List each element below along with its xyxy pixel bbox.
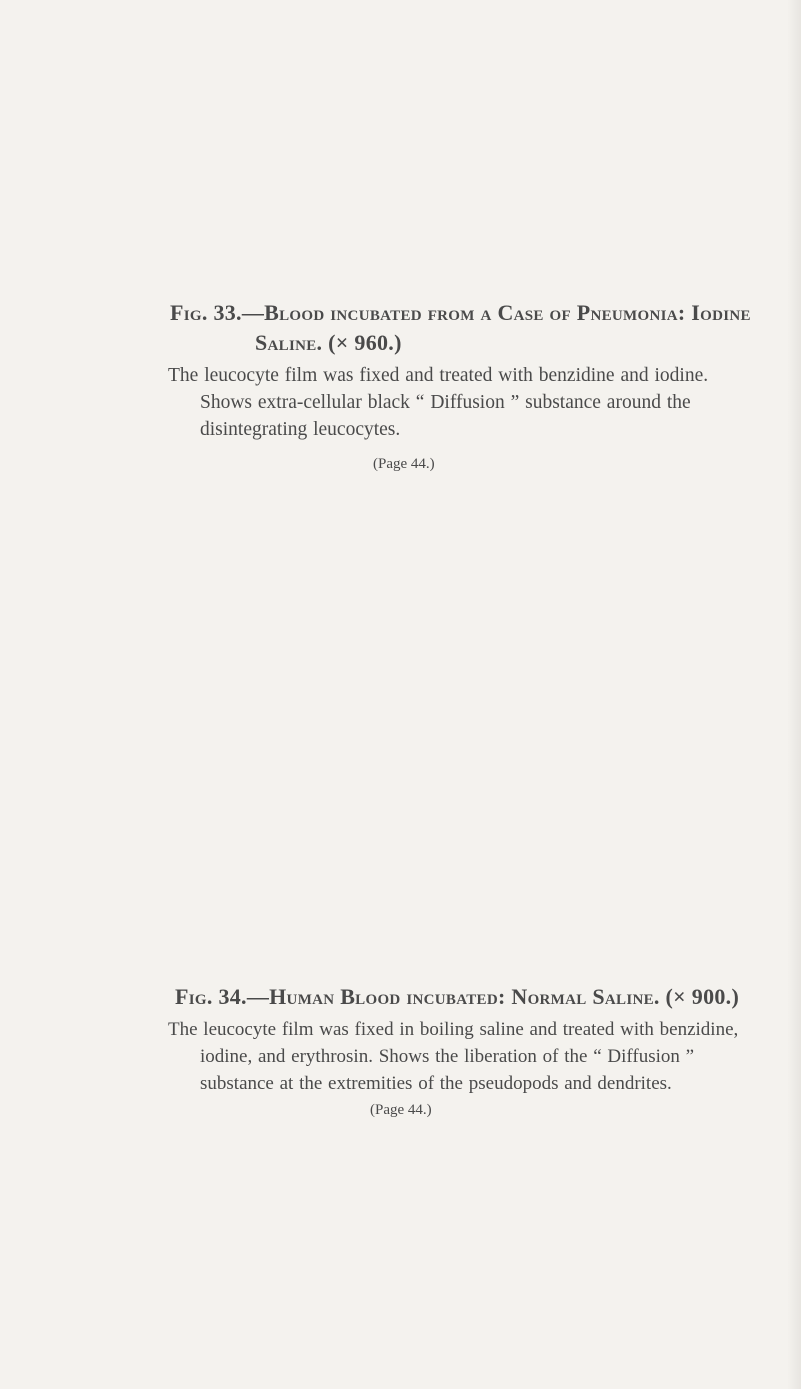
figure-33-description-line-3: disintegrating leucocytes. bbox=[200, 419, 401, 440]
figure-34-description-line-3: substance at the extremities of the pseudopods and dendrites. bbox=[200, 1073, 672, 1094]
figure-33-description bbox=[168, 362, 770, 443]
figure-33-caption bbox=[170, 298, 770, 475]
figure-33-description-line-2: Shows extra-cellular black “ Diffusion ” substance around the bbox=[200, 392, 691, 413]
figure-34-caption bbox=[170, 982, 770, 1121]
figure-34-description-line-1: The leucocyte film was fixed in boiling saline and treated with benzidine, bbox=[168, 1019, 739, 1040]
figure-33-title-line-2: Saline. (× 960.) bbox=[255, 330, 402, 355]
figure-34-title-line-1: Fig. 34.—Human Blood incubated: Normal Saline. (× 900.) bbox=[175, 984, 740, 1009]
figure-33-description-line-1: The leucocyte film was fixed and treated with benzidine and iodine. bbox=[168, 365, 709, 386]
figure-33-title bbox=[170, 298, 770, 358]
figure-34-description bbox=[168, 1016, 770, 1097]
figure-33-title-line-1: Fig. 33.—Blood incubated from a Case of Pneumonia: Iodine bbox=[170, 300, 751, 325]
figure-34-description-line-2: iodine, and erythrosin. Shows the liberation of the “ Diffusion ” bbox=[200, 1046, 695, 1067]
figure-34-title bbox=[175, 982, 770, 1012]
figure-33-page-reference: (Page 44.) bbox=[373, 456, 435, 472]
figure-34-page-reference: (Page 44.) bbox=[370, 1102, 432, 1118]
page-edge-shadow bbox=[787, 0, 801, 1389]
